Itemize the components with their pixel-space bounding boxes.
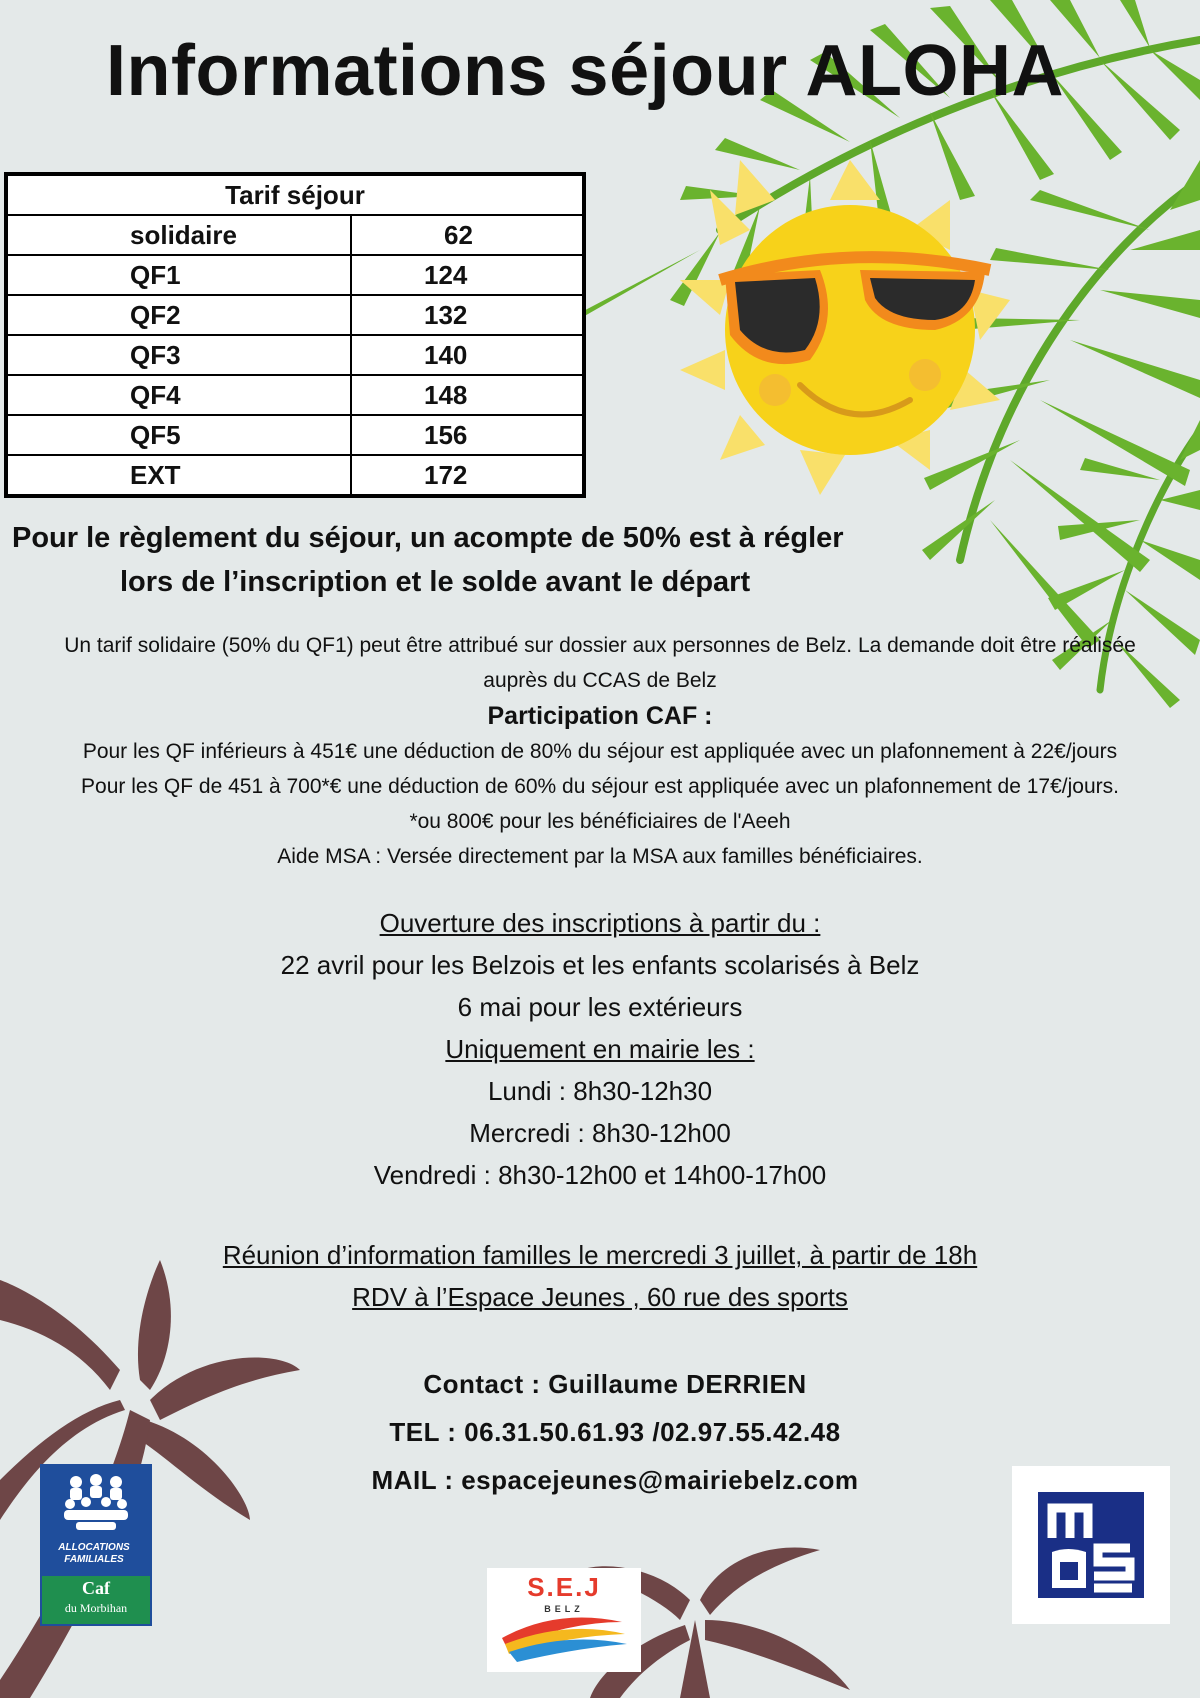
msa-logo-mark [1038,1492,1144,1598]
table-row [6,415,584,455]
tarif-label: QF5 [6,415,351,455]
caf-logo [40,1464,152,1626]
family-icon [58,1472,134,1534]
sun-with-sunglasses-illustration [680,160,1040,500]
tarif-label: QF3 [6,335,351,375]
horaire-vendredi: Vendredi : 8h30-12h00 et 14h00-17h00 [373,1160,827,1190]
tarif-label: solidaire [6,215,351,255]
caf-line-3: *ou 800€ pour les bénéficiaires de l'Aeeh [409,810,791,833]
tarif-header: Tarif séjour [6,174,584,215]
tarif-solidaire-text [0,628,1200,698]
table-row [6,455,584,496]
horaire-lundi: Lundi : 8h30-12h30 [487,1076,713,1106]
solidaire-line-2: auprès du CCAS de Belz [483,669,717,692]
tarif-table [4,172,586,498]
table-row [6,255,584,295]
caf-line-1: Pour les QF inférieurs à 451€ une déduction de 80% du séjour est appliquée avec un plafonnement à 22€/jours [82,740,1118,763]
caf-line-4: Aide MSA : Versée directement par la MSA aux familles bénéficiaires. [277,845,923,868]
tarif-header-row [6,174,584,215]
caf-line-2: Pour les QF de 451 à 700*€ une déduction de 60% du séjour est appliquée avec un plafonnement de 17€/jours. [81,775,1119,798]
inscriptions-section [0,902,1200,1196]
tarif-value: 140 [351,335,584,375]
acompte-line-2: lors de l’inscription et le solde avant le départ [120,566,751,598]
caf-heading: Participation CAF : [487,702,713,730]
tarif-label: QF2 [6,295,351,335]
tarif-value: 148 [351,375,584,415]
contact-name: Contact : Guillaume DERRIEN [423,1369,807,1399]
acompte-line-1: Pour le règlement du séjour, un acompte de 50% est à régler [12,522,844,554]
solidaire-line-1: Un tarif solidaire (50% du QF1) peut être attribué sur dossier aux personnes de Belz. La demande doit être réalisée [64,634,1136,657]
sej-logo-name: S.E.J [527,1572,601,1602]
page-title: Informations séjour ALOHA [106,31,1064,111]
contact-email: MAIL : espacejeunes@mairiebelz.com [371,1465,859,1495]
horaire-mercredi: Mercredi : 8h30-12h00 [469,1118,731,1148]
msa-logo [1012,1466,1170,1624]
tarif-value: 124 [351,255,584,295]
caf-logo-line-1: ALLOCATIONS [58,1542,130,1553]
tarif-label: QF4 [6,375,351,415]
inscriptions-heading: Ouverture des inscriptions à partir du : [379,908,821,938]
table-row [6,375,584,415]
reunion-section [0,1234,1200,1318]
tarif-label: EXT [6,455,351,496]
table-row [6,215,584,255]
table-row [6,335,584,375]
sej-swoosh-icon [497,1608,631,1664]
caf-section [0,698,1200,874]
tarif-value: 172 [351,455,584,496]
tarif-value: 156 [351,415,584,455]
contact-phone: TEL : 06.31.50.61.93 /02.97.55.42.48 [389,1417,841,1447]
tarif-label: QF1 [6,255,351,295]
sej-logo-sub: BELZ [544,1604,584,1614]
inscriptions-line-1: 22 avril pour les Belzois et les enfants scolarisés à Belz [280,950,920,980]
mairie-heading: Uniquement en mairie les : [445,1034,755,1064]
reunion-line-1: Réunion d’information familles le mercredi 3 juillet, à partir de 18h [222,1240,978,1270]
caf-logo-sub: du Morbihan [64,1601,128,1615]
sej-logo [487,1568,641,1672]
tarif-value: 62 [351,215,584,255]
caf-logo-blue-panel [42,1466,150,1576]
tarif-value: 132 [351,295,584,335]
reunion-line-2: RDV à l’Espace Jeunes , 60 rue des sports [352,1282,848,1312]
inscriptions-line-2: 6 mai pour les extérieurs [457,992,743,1022]
caf-logo-line-2: FAMILIALES [64,1554,124,1565]
table-row [6,295,584,335]
caf-logo-name: Caf [82,1578,110,1598]
